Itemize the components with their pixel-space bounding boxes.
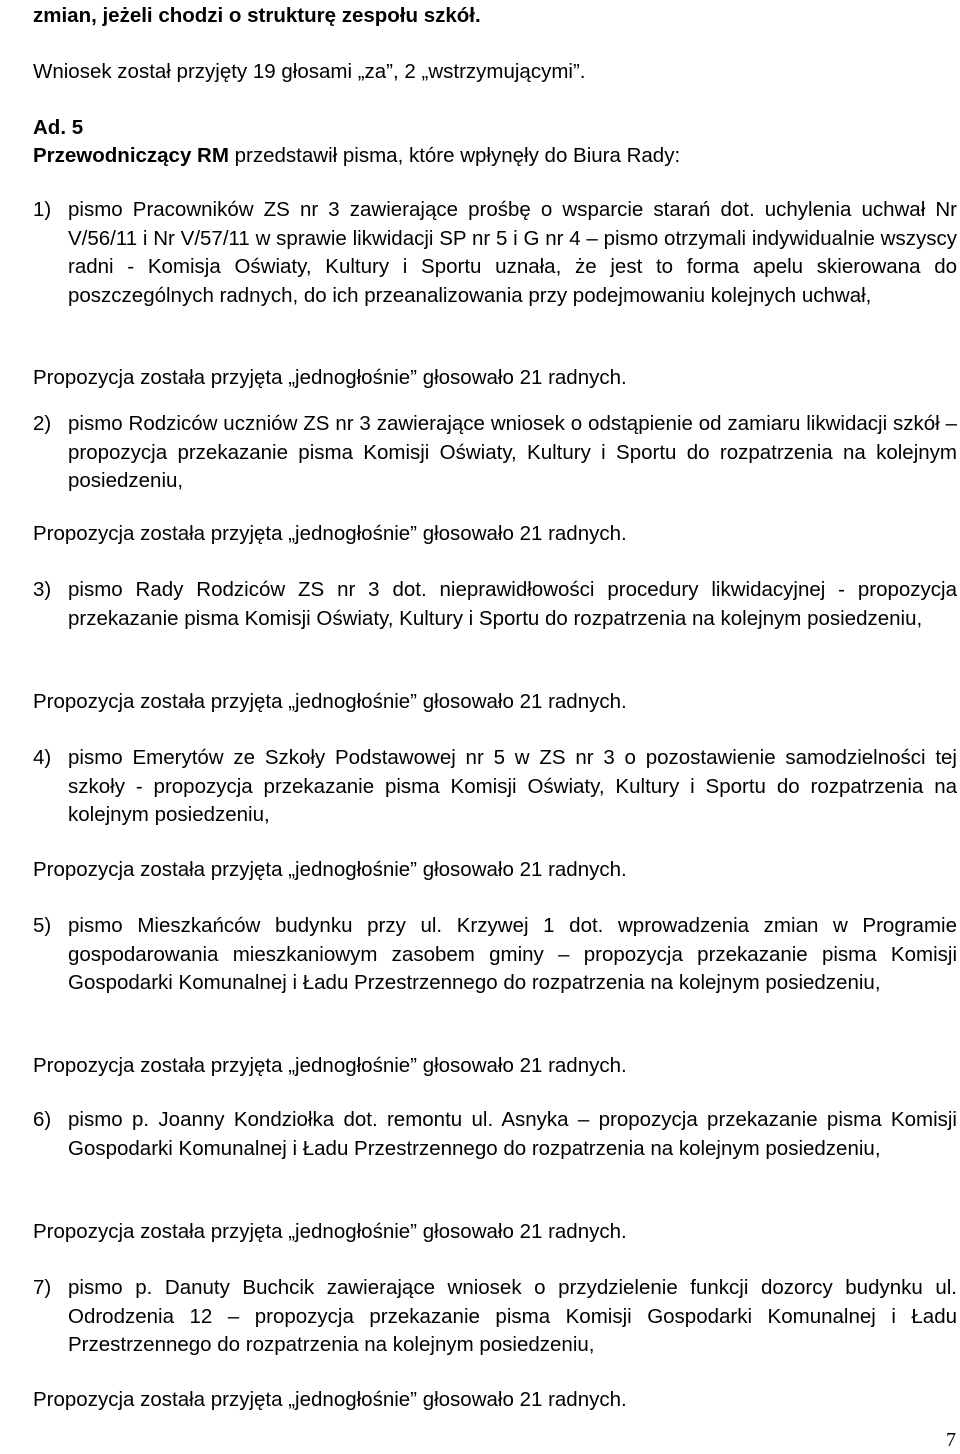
list-item-text: pismo Rodziców uczniów ZS nr 3 zawierające wniosek o odstąpienie od zamiaru likwidacji szkół – propozycja przekazanie pisma Komisji Oświaty, Kultury i Sportu do rozpatrzenia na kolejnym posiedzeniu, <box>68 412 957 492</box>
section-lead <box>33 142 957 171</box>
list-item-7 <box>33 1274 957 1360</box>
page-number: 7 <box>946 1429 956 1451</box>
vote-result-5: Propozycja została przyjęta „jednogłośnie” głosowało 21 radnych. <box>33 1054 627 1077</box>
list-item-number: 4) <box>33 746 52 769</box>
vote-result-2: Propozycja została przyjęta „jednogłośnie” głosowało 21 radnych. <box>33 522 627 545</box>
list-item-number: 2) <box>33 412 52 435</box>
vote-result-7: Propozycja została przyjęta „jednogłośnie” głosowało 21 radnych. <box>33 1388 627 1411</box>
list-item-text: pismo Mieszkańców budynku przy ul. Krzywej 1 dot. wprowadzenia zmian w Programie gospodarowania mieszkaniowym zasobem gminy – propozycja przekazanie pisma Komisji Gospodarki Komunalnej i Ładu Przestrzennego do rozpatrzenia na kolejnym posiedzeniu, <box>68 914 957 994</box>
list-item-text: pismo p. Danuty Buchcik zawierające wniosek o przydzielenie funkcji dozorcy budynku ul. Odrodzenia 12 – propozycja przekazanie pisma Komisji Gospodarki Komunalnej i Ładu Przestrzennego do rozpatrzenia na kolejnym posiedzeniu, <box>68 1276 957 1356</box>
vote-result-3: Propozycja została przyjęta „jednogłośnie” głosowało 21 radnych. <box>33 690 627 713</box>
list-item-1 <box>33 196 957 310</box>
intro-line-2: Wniosek został przyjęty 19 głosami „za”, 2 „wstrzymującymi”. <box>33 60 586 83</box>
list-item-3 <box>33 576 957 633</box>
list-item-text: pismo Pracowników ZS nr 3 zawierające prośbę o wsparcie starań dot. uchylenia uchwał Nr V/56/11 i Nr V/57/11 w sprawie likwidacji SP nr 5 i G nr 4 – pismo otrzymali indywidualnie wszyscy radni - Komisja Oświaty, Kultury i Sportu uznała, że jest to forma apelu skierowana do poszczególnych radnych, do ich przeanalizowania przy podejmowaniu kolejnych uchwał, <box>68 198 957 307</box>
list-item-4 <box>33 744 957 830</box>
list-item-text: pismo Emerytów ze Szkoły Podstawowej nr 5 w ZS nr 3 o pozostawienie samodzielności tej szkoły - propozycja przekazanie pisma Komisji Oświaty, Kultury i Sportu do rozpatrzenia na kolejnym posiedzeniu, <box>68 746 957 826</box>
list-item-2 <box>33 410 957 496</box>
list-item-number: 1) <box>33 198 52 221</box>
list-item-number: 5) <box>33 914 52 937</box>
vote-result-6: Propozycja została przyjęta „jednogłośnie” głosowało 21 radnych. <box>33 1220 627 1243</box>
list-item-6 <box>33 1106 957 1163</box>
section-lead-text: przedstawił pisma, które wpłynęły do Biura Rady: <box>228 144 681 167</box>
intro-line-1: zmian, jeżeli chodzi o strukturę zespołu szkół. <box>33 4 481 27</box>
list-item-5 <box>33 912 957 998</box>
list-item-text: pismo p. Joanny Kondziołka dot. remontu ul. Asnyka – propozycja przekazanie pisma Komisji Gospodarki Komunalnej i Ładu Przestrzennego do rozpatrzenia na kolejnym posiedzeniu, <box>68 1108 957 1160</box>
section-heading: Ad. 5 <box>33 116 84 139</box>
vote-result-1: Propozycja została przyjęta „jednogłośnie” głosowało 21 radnych. <box>33 366 627 389</box>
section-lead-speaker: Przewodniczący RM <box>33 144 229 167</box>
list-item-text: pismo Rady Rodziców ZS nr 3 dot. nieprawidłowości procedury likwidacyjnej - propozycja przekazanie pisma Komisji Oświaty, Kultury i Sportu do rozpatrzenia na kolejnym posiedzeniu, <box>68 578 957 630</box>
vote-result-4: Propozycja została przyjęta „jednogłośnie” głosowało 21 radnych. <box>33 858 627 881</box>
list-item-number: 3) <box>33 578 52 601</box>
list-item-number: 6) <box>33 1108 52 1131</box>
list-item-number: 7) <box>33 1276 52 1299</box>
